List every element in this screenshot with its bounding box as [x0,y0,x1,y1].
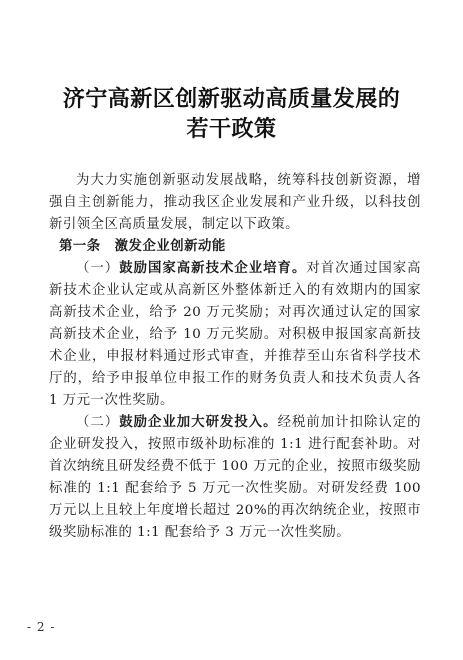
intro-paragraph: 为大力实施创新驱动发展战略，统筹科技创新资源，增强自主创新能力，推动我区企业发展和产业升级，以科技创新引领全区高质量发展，制定以下政策。 [49,173,421,232]
document-title-line-2: 若干政策 [186,117,277,142]
page-number: - 2 - [27,620,56,634]
article-title: 激发企业创新动能 [114,239,226,254]
item-text: 对首次通过国家高新技术企业认定或从高新区外整体新迁入的有效期内的国家高新技术企业，给予 20 万元奖励；对再次通过认定的国家高新技术企业，给予 10 万元奖励。对积极申报国家高新技术企业，申报材料通过形式审查，并推荐至山东省科学技术厅的，给予申报单位申报工作的财务负责人和技术负责人各 1 万元一次性奖励。 [49,261,422,408]
document-body [49,170,421,544]
item-prefix: （一） [76,261,120,276]
article-number: 第一条 [59,239,101,254]
document-title-line-1: 济宁高新区创新驱动高质量发展的 [62,87,401,112]
item-prefix: （二） [76,415,120,430]
item-lead: 鼓励国家高新技术企业培育。 [119,261,307,276]
article-heading [49,236,421,258]
item-paragraph-1 [49,258,421,412]
item-paragraph-2 [49,412,421,544]
item-lead: 鼓励企业加大研发投入。 [119,415,278,430]
item-text: 经税前加计扣除认定的企业研发投入，按照市级补助标准的 1:1 进行配套补助。对首次纳统且研发经费不低于 100 万元的企业，按照市级奖励标准的 1:1 配套给予 5 万元一次性奖励。对研发经费 100 万元以上且较上年度增长超过 20%的再次纳统企业，按照市级奖励标准的 1:1 配套给予 3 万元一次性奖励。 [49,415,422,540]
